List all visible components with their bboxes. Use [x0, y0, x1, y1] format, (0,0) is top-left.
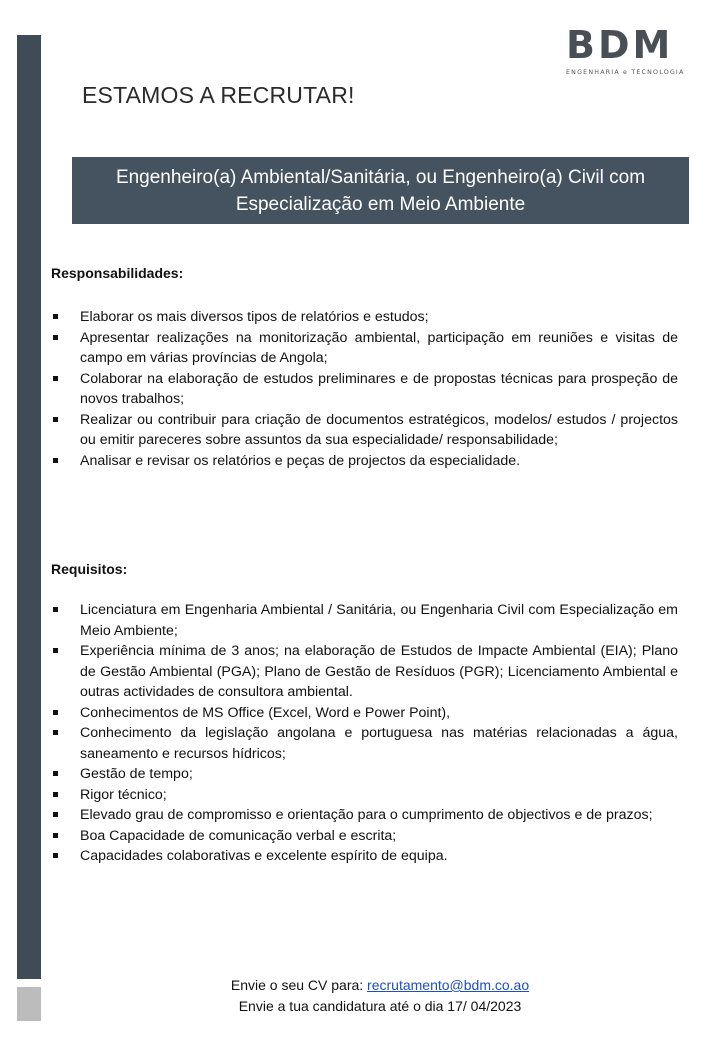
responsibilities-list — [51, 307, 678, 471]
list-item — [51, 764, 678, 785]
responsibilities-heading: Responsabilidades: — [51, 265, 184, 281]
list-item-text: Elaborar os mais diversos tipos de relatórios e estudos; — [80, 309, 429, 325]
list-item-text: Realizar ou contribuir para criação de documentos estratégicos, modelos/ estudos / projectos ou emitir pareceres sobre assuntos da sua especialidade/ responsabilidade; — [80, 411, 678, 448]
deadline-line: Envie a tua candidatura até o dia 17/ 04/2023 — [238, 998, 522, 1014]
bullet-icon — [53, 812, 58, 817]
list-item-text: Elevado grau de compromisso e orientação para o cumprimento de objectivos e de prazos; — [80, 807, 653, 823]
bullet-icon — [53, 648, 58, 653]
list-item-text: Analisar e revisar os relatórios e peças de projectos da especialidade. — [80, 452, 521, 469]
bullet-icon — [53, 314, 58, 319]
list-item — [51, 805, 678, 826]
list-item-text: Rigor técnico; — [80, 786, 167, 803]
bullet-icon — [53, 376, 58, 381]
bullet-icon — [53, 458, 58, 463]
list-item-text: Colaborar na elaboração de estudos preliminares e de propostas técnicas para prospeção de novos trabalhos; — [80, 370, 678, 407]
requirements-heading: Requisitos: — [51, 561, 128, 577]
list-item — [51, 307, 678, 328]
bullet-icon — [53, 771, 58, 776]
job-title-banner — [72, 157, 689, 224]
logo-tagline: ENGENHARIA e TECNOLOGIA — [566, 69, 685, 76]
cv-line — [40, 975, 720, 996]
left-accent-bar — [17, 35, 41, 979]
job-title-line-2: Especialização em Meio Ambiente — [235, 194, 526, 215]
bullet-icon — [53, 417, 58, 422]
recruitment-email-link[interactable]: recrutamento@bdm.co.ao — [367, 977, 530, 993]
application-footer — [0, 975, 720, 1017]
list-item — [51, 846, 678, 867]
bullet-icon — [53, 792, 58, 797]
bullet-icon — [53, 335, 58, 340]
list-item-text: Conhecimento da legislação angolana e portuguesa nas matérias relacionadas a água, saneamento e recursos hídricos; — [80, 725, 678, 762]
list-item — [51, 785, 678, 806]
page-headline: ESTAMOS A RECRUTAR! — [82, 82, 355, 108]
logo-mark: BDM — [566, 23, 674, 67]
bdm-logo — [566, 25, 690, 81]
list-item-text: Gestão de tempo; — [80, 766, 193, 782]
list-item — [51, 826, 678, 847]
list-item-text: Licenciatura em Engenharia Ambiental / Sanitária, ou Engenharia Civil com Especialização em Meio Ambiente; — [80, 602, 678, 639]
cv-prefix: Envie o seu CV para: — [230, 977, 368, 993]
list-item — [51, 703, 678, 724]
list-item — [51, 600, 678, 641]
list-item — [51, 328, 678, 369]
job-title-line-1: Engenheiro(a) Ambiental/Sanitária, ou Engenheiro(a) Civil com — [115, 167, 646, 188]
list-item — [51, 723, 678, 764]
list-item — [51, 369, 678, 410]
bullet-icon — [53, 710, 58, 715]
list-item-text: Apresentar realizações na monitorização ambiental, participação em reuniões e visitas de campo em várias províncias de Angola; — [80, 329, 678, 366]
list-item-text: Conhecimentos de MS Office (Excel, Word e Power Point), — [80, 704, 451, 721]
list-item-text: Capacidades colaborativas e excelente espírito de equipa. — [80, 848, 448, 864]
bullet-icon — [53, 730, 58, 735]
list-item-text: Experiência mínima de 3 anos; na elaboração de Estudos de Impacte Ambiental (EIA); Plano de Gestão Ambiental (PGA); Plano de Gestão de Resíduos (PGR); Licenciamento Ambiental e outras actividades de consultora ambiental. — [80, 643, 678, 700]
requirements-list — [51, 600, 678, 867]
bullet-icon — [53, 607, 58, 612]
bullet-icon — [53, 853, 58, 858]
list-item — [51, 451, 678, 472]
list-item — [51, 641, 678, 703]
list-item — [51, 410, 678, 451]
bullet-icon — [53, 833, 58, 838]
list-item-text: Boa Capacidade de comunicação verbal e escrita; — [80, 827, 397, 844]
